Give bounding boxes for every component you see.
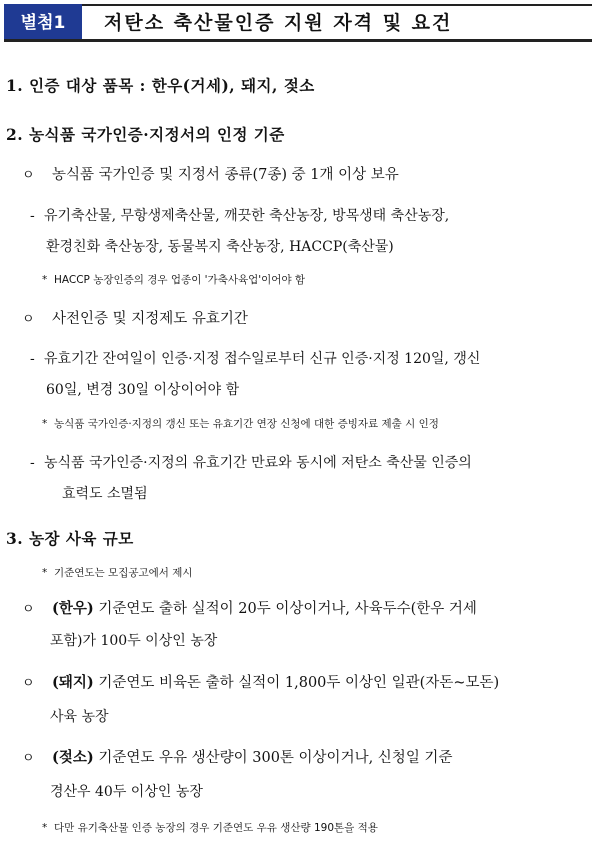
livestock-item-dairy-line-2: 경산우 40두 이상인 농장 xyxy=(50,784,203,800)
livestock-tag: (한우) xyxy=(52,600,94,617)
section-2-note-2 xyxy=(42,416,439,431)
section-2-dash-1-line-1 xyxy=(30,205,449,225)
section-2-dash-3-line-2: 효력도 소멸됨 xyxy=(62,486,148,502)
section-2-dash-2-line-1 xyxy=(30,348,480,368)
livestock-item-pig-line-2: 사육 농장 xyxy=(50,709,109,725)
section-2-bullet-2 xyxy=(22,307,248,328)
bullet-text: 농식품 국가인증 및 지정서 종류(7종) 중 1개 이상 보유 xyxy=(52,167,399,183)
section-1-title: 1. 인증 대상 품목 : 한우(거세), 돼지, 젖소 xyxy=(6,76,315,95)
dash-text: 농식품 국가인증·지정의 유효기간 만료와 동시에 저탄소 축산물 인증의 xyxy=(44,455,472,471)
section-3-title: 3. 농장 사육 규모 xyxy=(6,529,134,548)
note-text: HACCP 농장인증의 경우 업종이 '가축사육업'이어야 함 xyxy=(54,274,306,286)
asterisk-icon: * xyxy=(42,418,48,430)
livestock-text: 기준연도 출하 실적이 20두 이상이거나, 사육두수(한우 거세 xyxy=(98,601,477,617)
asterisk-icon: * xyxy=(42,274,48,286)
header-top-rule xyxy=(82,4,592,6)
section-3-note-bottom xyxy=(42,820,378,835)
livestock-item-hanwoo-line-2: 포함)가 100두 이상인 농장 xyxy=(50,633,218,649)
note-text: 농식품 국가인증·지정의 갱신 또는 유효기간 연장 신청에 대한 증빙자료 제출 시 인정 xyxy=(54,418,439,430)
circle-bullet-icon: ㅇ xyxy=(22,676,35,691)
circle-bullet-icon: ㅇ xyxy=(22,602,35,617)
dash-bullet-icon: - xyxy=(30,455,35,471)
dash-text: 유효기간 잔여일이 인증·지정 접수일로부터 신규 인증·지정 120일, 갱신 xyxy=(44,351,481,367)
circle-bullet-icon: ㅇ xyxy=(22,168,35,183)
dash-text: 유기축산물, 무항생제축산물, 깨끗한 축산농장, 방목생태 축산농장, xyxy=(44,208,450,224)
bullet-text: 사전인증 및 지정제도 유효기간 xyxy=(52,311,248,327)
livestock-item-dairy-line-1 xyxy=(22,746,452,767)
note-text: 다만 유기축산물 인증 농장의 경우 기준연도 우유 생산량 190톤을 적용 xyxy=(54,822,378,834)
livestock-item-pig-line-1 xyxy=(22,671,499,692)
section-3-note-top xyxy=(42,565,193,580)
livestock-tag: (젖소) xyxy=(52,749,94,766)
circle-bullet-icon: ㅇ xyxy=(22,312,35,327)
section-2-note-1 xyxy=(42,272,305,287)
circle-bullet-icon: ㅇ xyxy=(22,751,35,766)
livestock-tag: (돼지) xyxy=(52,674,94,691)
section-2-dash-3-line-1 xyxy=(30,452,472,472)
document-header xyxy=(4,4,592,42)
asterisk-icon: * xyxy=(42,822,48,834)
dash-bullet-icon: - xyxy=(30,351,35,367)
note-text: 기준연도는 모집공고에서 제시 xyxy=(54,567,193,579)
livestock-text: 기준연도 우유 생산량이 300톤 이상이거나, 신청일 기준 xyxy=(98,750,453,766)
document-title: 저탄소 축산물인증 지원 자격 및 요건 xyxy=(104,12,453,34)
livestock-item-hanwoo-line-1 xyxy=(22,597,477,618)
section-2-dash-1-line-2: 환경친화 축산농장, 동물복지 축산농장, HACCP(축산물) xyxy=(46,239,394,255)
attachment-badge: 별첨1 xyxy=(4,4,82,42)
section-2-dash-2-line-2: 60일, 변경 30일 이상이어야 함 xyxy=(46,382,240,398)
header-bottom-rule xyxy=(4,39,592,42)
section-2-bullet-1 xyxy=(22,163,399,184)
asterisk-icon: * xyxy=(42,567,48,579)
section-2-title: 2. 농식품 국가인증·지정서의 인정 기준 xyxy=(6,125,285,144)
dash-bullet-icon: - xyxy=(30,208,35,224)
livestock-text: 기준연도 비육돈 출하 실적이 1,800두 이상인 일관(자돈~모돈) xyxy=(98,675,500,691)
